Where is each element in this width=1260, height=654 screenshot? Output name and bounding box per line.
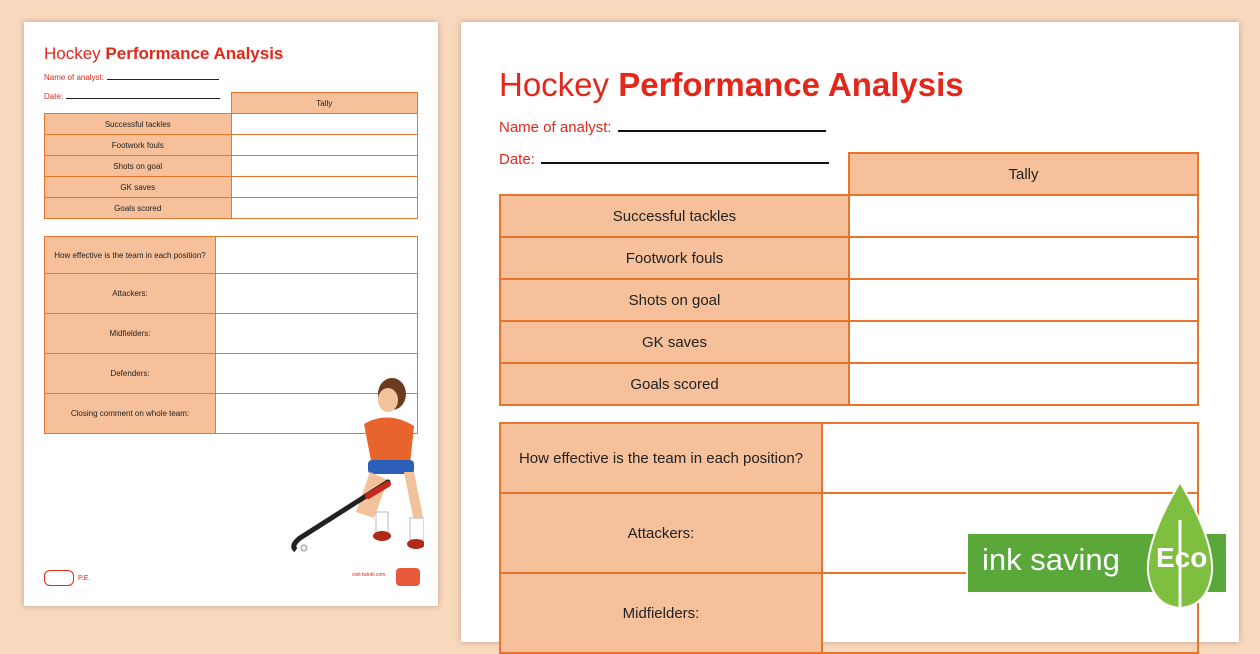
position-label: Attackers: — [45, 274, 216, 314]
tally-cell — [849, 321, 1198, 363]
page-title: Hockey Performance Analysis — [44, 44, 284, 63]
tally-cell — [231, 135, 418, 156]
stat-label: Footwork fouls — [500, 237, 849, 279]
footer-site: visit twinkl.com — [352, 572, 386, 578]
tally-header: Tally — [849, 153, 1198, 195]
stat-label: Goals scored — [45, 198, 232, 219]
position-label: Defenders: — [45, 354, 216, 394]
stat-label: Successful tackles — [45, 114, 232, 135]
stat-label: GK saves — [500, 321, 849, 363]
stat-label: Shots on goal — [45, 156, 232, 177]
date-field: Date: — [499, 150, 829, 168]
tally-cell — [231, 198, 418, 219]
answer-cell — [216, 314, 418, 354]
tally-cell — [849, 279, 1198, 321]
position-question: How effective is the team in each position? — [500, 423, 822, 493]
stat-label: GK saves — [45, 177, 232, 198]
position-question: How effective is the team in each position? — [45, 237, 216, 274]
eco-label: Eco — [1156, 542, 1208, 573]
twinkl-badge-icon — [396, 568, 420, 586]
tally-cell — [849, 237, 1198, 279]
page-title: Hockey Performance Analysis — [499, 66, 964, 103]
answer-cell — [216, 274, 418, 314]
tally-cell — [849, 195, 1198, 237]
twinkl-logo-icon — [44, 570, 74, 586]
tally-cell — [231, 156, 418, 177]
footer-subject: P.E. — [44, 570, 90, 586]
tally-header: Tally — [231, 93, 418, 114]
tally-cell — [849, 363, 1198, 405]
position-label: Attackers: — [500, 493, 822, 573]
analyst-name-field: Name of analyst: — [44, 73, 219, 82]
tally-table — [44, 92, 418, 219]
eco-ink-saving-badge — [966, 480, 1248, 630]
stat-label: Shots on goal — [500, 279, 849, 321]
stat-label: Successful tackles — [500, 195, 849, 237]
position-label: Midfielders: — [500, 573, 822, 653]
stat-label: Goals scored — [500, 363, 849, 405]
date-field: Date: — [44, 92, 220, 101]
hockey-player-illustration — [264, 372, 424, 552]
position-label: Midfielders: — [45, 314, 216, 354]
tally-cell — [231, 114, 418, 135]
tally-cell — [231, 177, 418, 198]
answer-cell — [216, 237, 418, 274]
eco-text: ink saving — [982, 542, 1120, 577]
position-label: Closing comment on whole team: — [45, 394, 216, 434]
stat-label: Footwork fouls — [45, 135, 232, 156]
analyst-name-field: Name of analyst: — [499, 118, 826, 136]
tally-table — [499, 152, 1199, 406]
worksheet-preview — [24, 22, 438, 606]
